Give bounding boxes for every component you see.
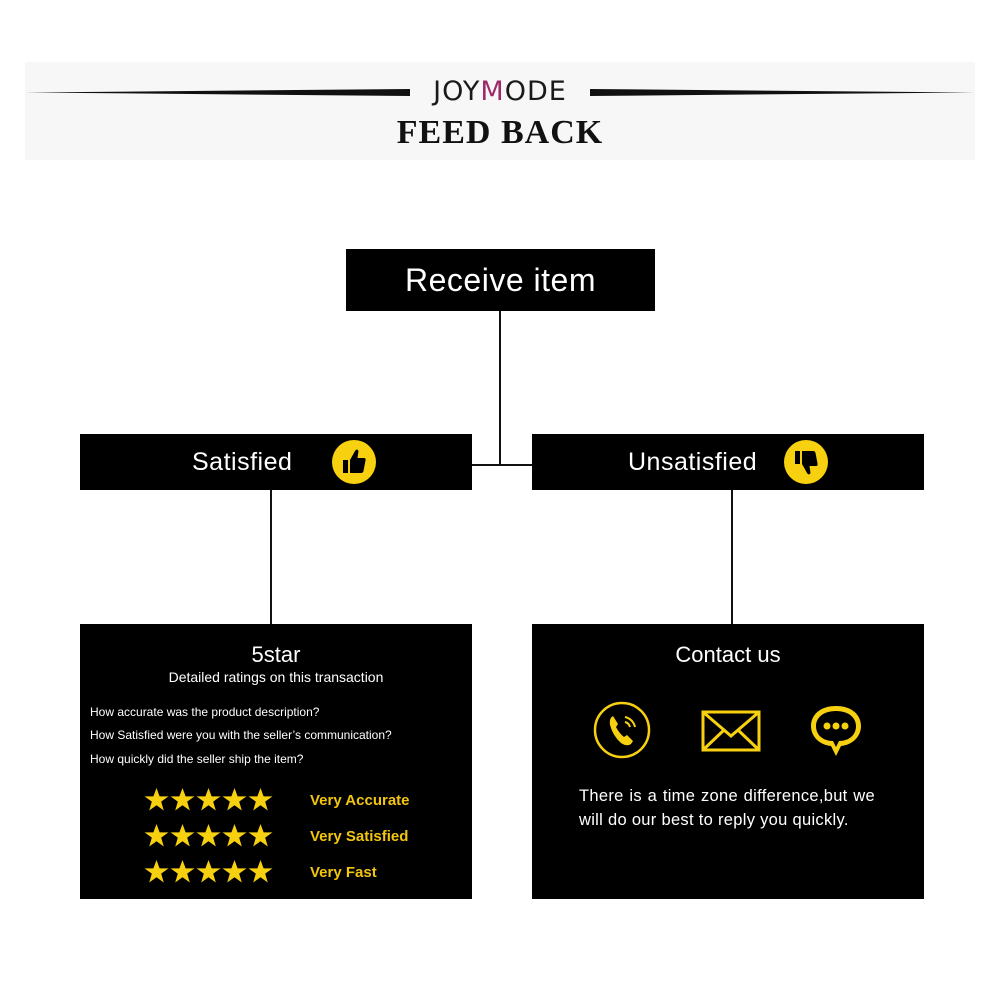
question-communication: How Satisfied were you with the seller’s communication? [90,728,392,742]
star-icon [170,859,195,884]
star-icon [222,823,247,848]
star-icon [144,787,169,812]
contact-title: Contact us [675,642,781,667]
contact-card [532,624,924,899]
chat-bubble-icon [806,700,866,760]
rating-label-accuracy: Very Accurate [310,792,410,809]
right-decorative-rule [590,87,975,98]
mail-icon [701,700,761,760]
star-icon [196,859,221,884]
connector-receive-down [499,311,501,466]
unsatisfied-box [532,434,924,490]
left-decorative-rule [25,87,410,98]
star-icon [222,787,247,812]
star-icon [196,823,221,848]
question-shipping: How quickly did the seller ship the item? [90,752,304,766]
thumbs-down-icon [784,440,828,484]
connector-horizontal [472,464,532,466]
five-star-title: 5star [251,642,301,667]
receive-item-box [346,249,655,311]
connector-unsatisfied-down [731,490,733,624]
rating-label-communication: Very Satisfied [310,828,409,845]
star-icon [248,859,273,884]
page-title: FEED BACK [396,114,604,151]
five-star-card [80,624,472,899]
question-accuracy: How accurate was the product description? [90,705,320,719]
contact-message: There is a time zone difference,but we will do our best to reply you quickly. [579,787,875,829]
connector-satisfied-down [270,490,272,624]
star-icon [170,823,195,848]
star-icon [144,859,169,884]
satisfied-box [80,434,472,490]
rating-stars-accuracy [144,787,273,813]
star-icon [248,823,273,848]
star-icon [144,823,169,848]
thumbs-up-icon [332,440,376,484]
rating-stars-shipping [144,859,273,885]
phone-icon [592,700,652,760]
unsatisfied-label: Unsatisfied [628,448,758,476]
rating-stars-communication [144,823,273,849]
five-star-subtitle: Detailed ratings on this transaction [168,669,384,685]
star-icon [170,787,195,812]
rating-label-shipping: Very Fast [310,864,377,881]
star-icon [196,787,221,812]
star-icon [222,859,247,884]
brand-logo: JOYMODE [433,76,567,107]
satisfied-label: Satisfied [192,448,293,476]
receive-item-label: Receive item [405,261,596,298]
star-icon [248,787,273,812]
